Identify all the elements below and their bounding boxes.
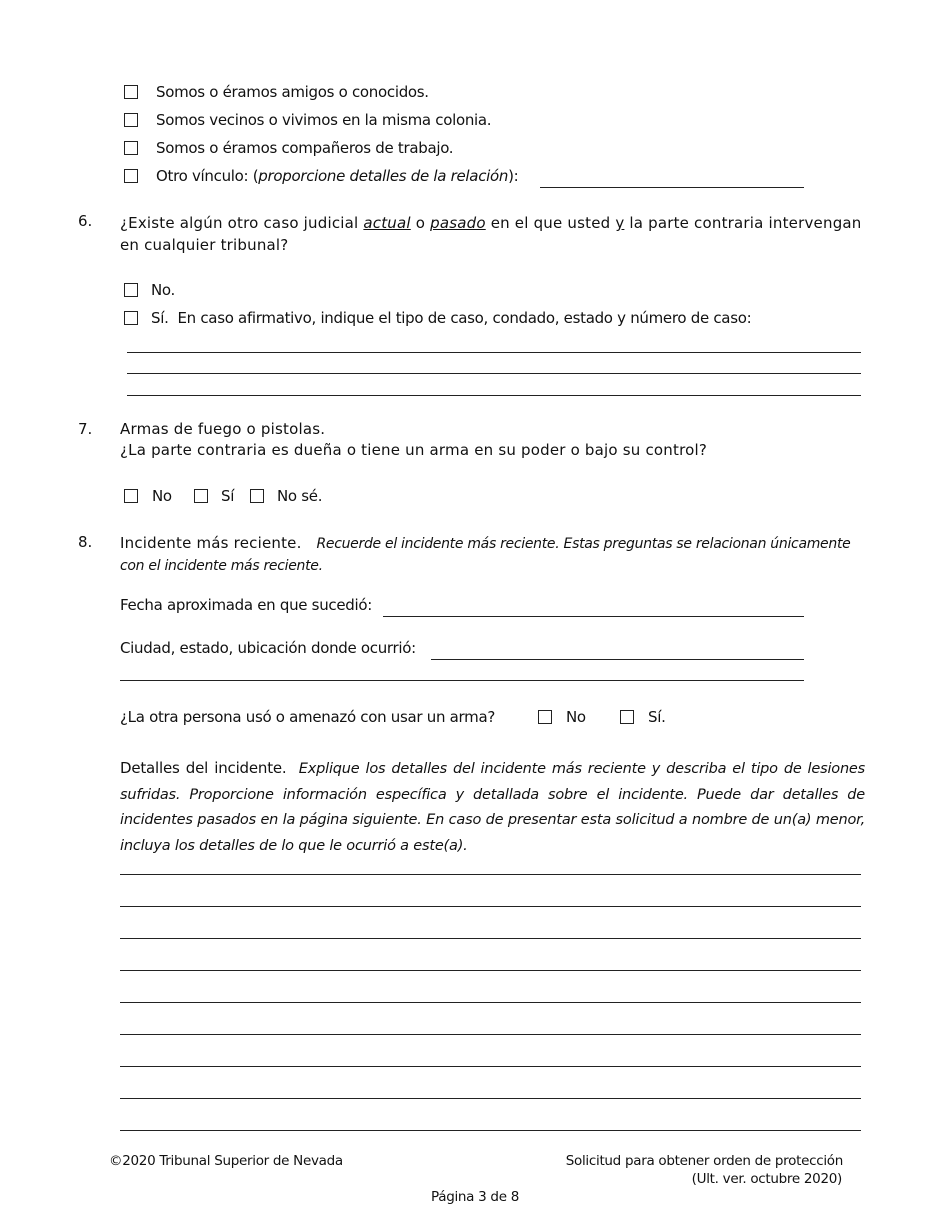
details-line-3[interactable] xyxy=(120,938,861,939)
footer-version: (Ult. ver. octubre 2020) xyxy=(691,1171,842,1187)
q7-yes-label: Sí xyxy=(221,487,235,505)
q7-dontknow-label: No sé. xyxy=(277,487,323,505)
checkbox-q7-no[interactable] xyxy=(124,489,138,503)
checkbox-q7-dontknow[interactable] xyxy=(250,489,264,503)
details-line-6[interactable] xyxy=(120,1034,861,1035)
checkbox-weapon-yes[interactable] xyxy=(620,710,634,724)
q8-heading: Incidente más reciente. Recuerde el incidente más reciente. Estas preguntas se relacionan únicamente con el incidente más reciente. xyxy=(120,534,851,574)
details-line-4[interactable] xyxy=(120,970,861,971)
q8-number: 8. xyxy=(78,533,93,551)
checkbox-q6-yes[interactable] xyxy=(124,311,138,325)
checkbox-other-relationship[interactable] xyxy=(124,169,138,183)
q6-number: 6. xyxy=(78,212,93,230)
checkbox-q7-yes[interactable] xyxy=(194,489,208,503)
date-field[interactable] xyxy=(383,616,804,617)
details-line-1[interactable] xyxy=(120,874,861,875)
location-field-line-2[interactable] xyxy=(120,680,804,681)
q6-yes-label: Sí. En caso afirmativo, indique el tipo de caso, condado, estado y número de caso: xyxy=(151,309,752,327)
neighbors-label: Somos vecinos o vivimos en la misma colonia. xyxy=(156,111,492,129)
weapon-question: ¿La otra persona usó o amenazó con usar un arma? xyxy=(120,708,495,726)
details-line-5[interactable] xyxy=(120,1002,861,1003)
details-line-7[interactable] xyxy=(120,1066,861,1067)
details-line-9[interactable] xyxy=(120,1130,861,1131)
other-relationship-field[interactable] xyxy=(540,187,804,188)
checkbox-weapon-no[interactable] xyxy=(538,710,552,724)
footer-page-number: Página 3 de 8 xyxy=(431,1189,519,1205)
footer-form-title: Solicitud para obtener orden de protección xyxy=(565,1153,843,1169)
weapon-no-label: No xyxy=(566,708,586,726)
other-relationship-label: Otro vínculo: (proporcione detalles de la relación): xyxy=(156,167,519,185)
coworkers-label: Somos o éramos compañeros de trabajo. xyxy=(156,139,454,157)
q7-question: ¿La parte contraria es dueña o tiene un arma en su poder o bajo su control? xyxy=(120,441,708,459)
checkbox-friends[interactable] xyxy=(124,85,138,99)
location-field[interactable] xyxy=(431,659,804,660)
location-label: Ciudad, estado, ubicación donde ocurrió: xyxy=(120,639,416,657)
weapon-yes-label: Sí. xyxy=(648,708,666,726)
q7-no-label: No xyxy=(152,487,172,505)
q7-number: 7. xyxy=(78,420,93,438)
q6-case-line-2[interactable] xyxy=(127,373,861,374)
details-heading: Detalles del incidente. Explique los detalles del incidente más reciente y describa el tipo de lesiones sufridas. Proporcione información específica y detallada sobre el incidente. Puede dar detalles de incidentes pasados en la página siguiente. En caso de presentar esta solicitud a nombre de un(a) menor, incluya los detalles de lo que le ocurrió a este(a). xyxy=(120,759,866,854)
details-line-8[interactable] xyxy=(120,1098,861,1099)
checkbox-neighbors[interactable] xyxy=(124,113,138,127)
date-label: Fecha aproximada en que sucedió: xyxy=(120,596,372,614)
q7-title: Armas de fuego o pistolas. xyxy=(120,420,326,438)
q6-no-label: No. xyxy=(151,281,176,299)
friends-label: Somos o éramos amigos o conocidos. xyxy=(156,83,429,101)
q6-question: ¿Existe algún otro caso judicial actual o pasado en el que usted y la parte contraria intervengan en cualquier tribunal? xyxy=(120,214,862,254)
q6-case-line-1[interactable] xyxy=(127,352,861,353)
details-line-2[interactable] xyxy=(120,906,861,907)
q6-case-line-3[interactable] xyxy=(127,395,861,396)
checkbox-coworkers[interactable] xyxy=(124,141,138,155)
checkbox-q6-no[interactable] xyxy=(124,283,138,297)
footer-copyright: ©2020 Tribunal Superior de Nevada xyxy=(109,1153,343,1169)
